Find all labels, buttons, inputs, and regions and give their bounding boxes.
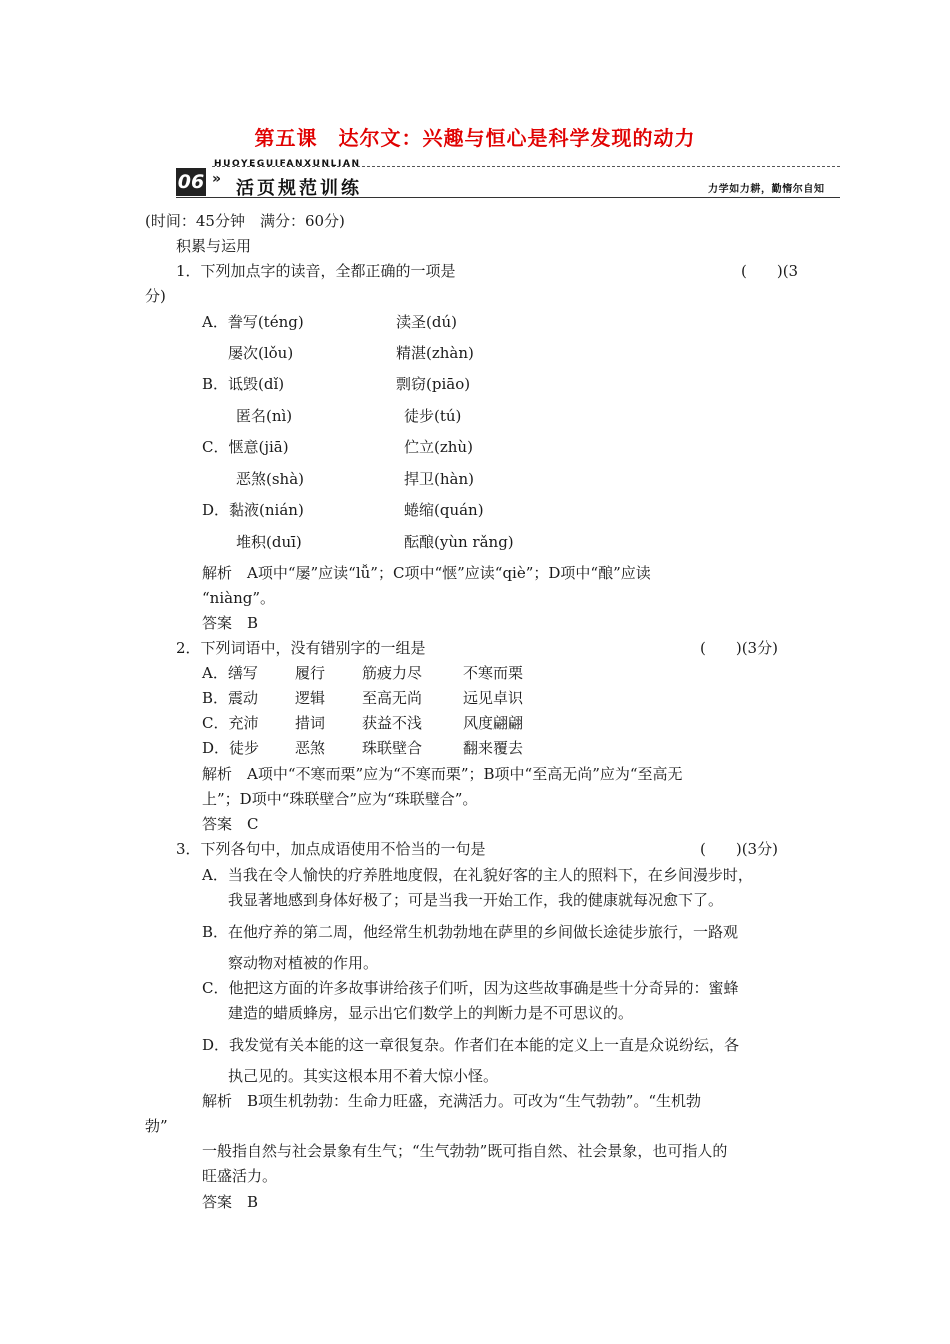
q2-answer: 答案 C bbox=[202, 815, 259, 833]
q3-bracket: ( )(3分) bbox=[700, 840, 778, 858]
q2-row-d-4: 翻来覆去 bbox=[463, 739, 524, 757]
q2-row-c-1: C．充沛 bbox=[202, 714, 259, 732]
q3-analysis-1: 解析 B项生机勃勃：生命力旺盛，充满活力。可改为“生气勃勃”。“生机勃 bbox=[202, 1092, 702, 1110]
q1-bracket: ( )(3 bbox=[741, 262, 799, 280]
q1-option-a-2: 渎圣(dú) bbox=[396, 313, 457, 331]
chevron-icon: » bbox=[212, 171, 222, 187]
q3-option-b-1: B．在他疗养的第二周，他经常生机勃勃地在萨里的乡间做长途徒步旅行，一路观 bbox=[202, 923, 739, 941]
q3-option-d-2: 执己见的。其实这根本用不着大惊小怪。 bbox=[228, 1067, 499, 1085]
q3-option-c-2: 建造的蜡质蜂房，显示出它们数学上的判断力是不可思议的。 bbox=[228, 1004, 634, 1022]
q3-analysis-2: 一般指自然与社会景象有生气；“生气勃勃”既可指自然、社会景象，也可指人的 bbox=[202, 1142, 728, 1160]
q1-option-c-2: 伫立(zhù) bbox=[404, 438, 473, 456]
lesson-title: 第五课 达尔文：兴趣与恒心是科学发现的动力 bbox=[254, 126, 696, 150]
q2-row-d-3: 珠联壁合 bbox=[362, 739, 423, 757]
q1-option-a-1: A．誊写(téng) bbox=[202, 313, 304, 331]
banner-motto: 力学如力耕，勤惰尔自知 bbox=[708, 184, 825, 195]
q1-analysis-2: “niàng”。 bbox=[202, 589, 276, 607]
q1-option-b-1: B．诋毁(dǐ) bbox=[202, 375, 285, 393]
q2-row-b-1: B．震动 bbox=[202, 689, 259, 707]
q2-row-c-3: 获益不浅 bbox=[362, 714, 423, 732]
q1-stem: 1．下列加点字的读音，全都正确的一项是 bbox=[176, 262, 456, 280]
q1-option-b-2: 剽窃(piāo) bbox=[396, 375, 471, 393]
q3-stem: 3．下列各句中，加点成语使用不恰当的一句是 bbox=[176, 840, 486, 858]
q1-answer: 答案 B bbox=[202, 614, 259, 632]
q3-option-a-2: 我显著地感到身体好极了；可是当我一开始工作，我的健康就每况愈下了。 bbox=[228, 891, 724, 909]
q2-row-b-3: 至高无尚 bbox=[362, 689, 423, 707]
q2-row-a-1: A．缮写 bbox=[202, 664, 258, 682]
q2-analysis-2: 上”；D项中“珠联壁合”应为“珠联璧合”。 bbox=[202, 790, 478, 808]
section-heading: 积累与运用 bbox=[176, 237, 252, 255]
q1-option-d-1: D．黏液(nián) bbox=[202, 501, 304, 519]
q2-analysis-1: 解析 A项中“不寒而栗”应为“不寒而栗”；B项中“至高无尚”应为“至高无 bbox=[202, 765, 683, 783]
q3-answer: 答案 B bbox=[202, 1193, 259, 1211]
q1-option-d-2: 蜷缩(quán) bbox=[404, 501, 484, 519]
q1-option-b-3: 匿名(nì) bbox=[236, 407, 293, 425]
q3-option-a-1: A．当我在令人愉快的疗养胜地度假，在礼貌好客的主人的照料下，在乡间漫步时， bbox=[202, 866, 753, 884]
q2-row-d-1: D．徒步 bbox=[202, 739, 260, 757]
q2-row-a-2: 履行 bbox=[295, 664, 326, 682]
q2-row-b-2: 逻辑 bbox=[295, 689, 326, 707]
q2-row-a-4: 不寒而栗 bbox=[463, 664, 524, 682]
q1-option-c-1: C．惬意(jiā) bbox=[202, 438, 289, 456]
q2-row-c-2: 措词 bbox=[295, 714, 326, 732]
q1-option-b-4: 徒步(tú) bbox=[404, 407, 462, 425]
q1-bracket-wrap: 分) bbox=[145, 287, 166, 305]
q3-analysis-1-wrap: 勃” bbox=[145, 1117, 168, 1135]
q1-option-a-3: 屡次(lǒu) bbox=[228, 344, 294, 362]
q1-option-a-4: 精湛(zhàn) bbox=[396, 344, 474, 362]
q2-bracket: ( )(3分) bbox=[700, 639, 778, 657]
q2-row-a-3: 筋疲力尽 bbox=[362, 664, 423, 682]
q2-stem: 2．下列词语中，没有错别字的一组是 bbox=[176, 639, 426, 657]
q1-option-c-4: 捍卫(hàn) bbox=[404, 470, 474, 488]
q2-row-c-4: 风度翩翩 bbox=[463, 714, 524, 732]
q1-option-d-3: 堆积(duī) bbox=[236, 533, 302, 551]
q3-option-c-1: C．他把这方面的许多故事讲给孩子们听，因为这些故事确是些十分奇异的：蜜蜂 bbox=[202, 979, 739, 997]
q1-option-c-3: 恶煞(shà) bbox=[236, 470, 305, 488]
banner-pinyin: HUOYEGUIFANXUNLIAN bbox=[214, 159, 361, 169]
q1-option-d-4: 酝酿(yùn rǎng) bbox=[404, 533, 514, 551]
q2-row-d-2: 恶煞 bbox=[295, 739, 326, 757]
banner-title: 活页规范训练 bbox=[236, 178, 362, 199]
q3-option-b-2: 察动物对植被的作用。 bbox=[228, 954, 379, 972]
q2-row-b-4: 远见卓识 bbox=[463, 689, 524, 707]
q1-analysis-1: 解析 A项中“屡”应读“lǚ”；C项中“惬”应读“qiè”；D项中“酿”应读 bbox=[202, 564, 651, 582]
q3-analysis-3: 旺盛活力。 bbox=[202, 1167, 278, 1185]
banner-number: 06 bbox=[176, 168, 206, 196]
time-score: (时间：45分钟 满分：60分) bbox=[145, 212, 345, 230]
q3-option-d-1: D．我发觉有关本能的这一章很复杂。作者们在本能的定义上一直是众说纷纭，各 bbox=[202, 1036, 740, 1054]
banner-underline bbox=[176, 197, 840, 198]
